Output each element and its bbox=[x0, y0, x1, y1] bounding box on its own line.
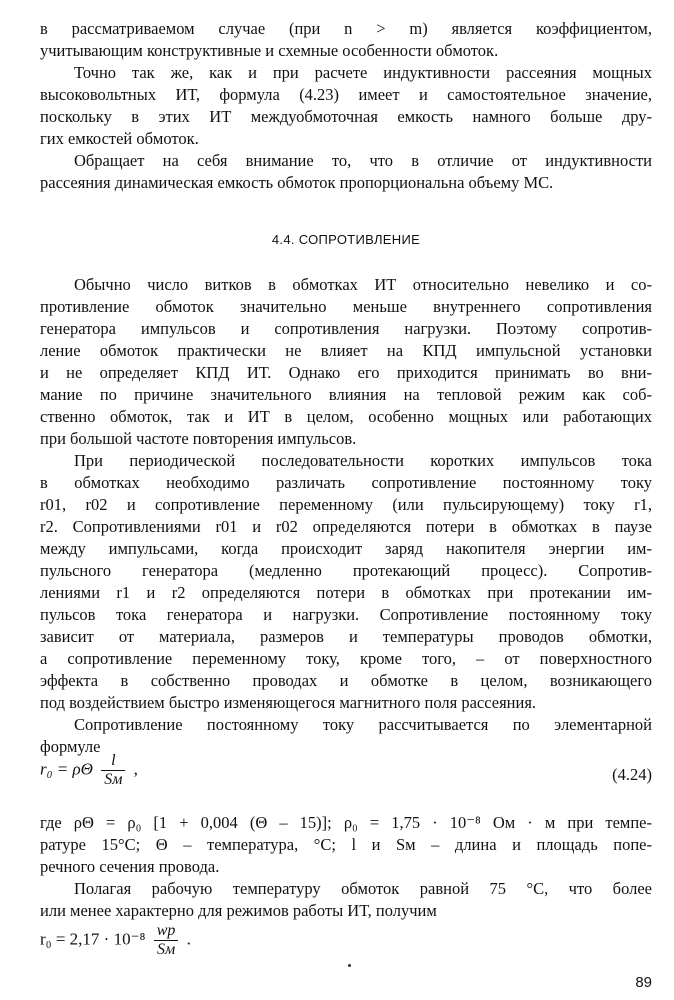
text-line: ление обмоток практически не влияет на КПД импульсной установки bbox=[40, 341, 652, 360]
text-line: генератора импульсов и сопротивления нагрузки. Поэтому сопротив- bbox=[40, 319, 652, 338]
text-line: лениями r1 и r2 определяются потери в обмотках при протекании им- bbox=[40, 583, 652, 602]
text-line: мание по причине значительного влияния на тепловой режим как соб- bbox=[40, 385, 652, 404]
formula-tail: . bbox=[186, 929, 191, 949]
text-line: r01, r02 и сопротивление переменному (или пульсирующему) току r1, bbox=[40, 495, 652, 514]
text-line: речного сечения провода. bbox=[40, 857, 220, 876]
text-line: поскольку в этих ИТ междуобмоточная емкость намного больше дру- bbox=[40, 107, 652, 126]
text-line: высоковольтных ИТ, формула (4.23) имеет и самостоятельное значение, bbox=[40, 85, 652, 104]
text-line: При периодической последовательности коротких импульсов тока bbox=[74, 451, 652, 470]
text-line: Обычно число витков в обмотках ИТ относительно невелико и со- bbox=[74, 275, 652, 294]
text-line: где ρΘ = ρ₀ [1 + 0,004 (Θ – 15)]; ρ₀ = 1,75 · 10⁻⁸ Ом · м при темпе- bbox=[40, 813, 652, 832]
formula-numerator: wp bbox=[156, 922, 176, 939]
formula-r0-value bbox=[40, 922, 191, 959]
text-line: ственно обмоток, так и ИТ в целом, особенно мощных или работающих bbox=[40, 407, 652, 426]
text-line: в рассматриваемом случае (при n > m) является коэффициентом, bbox=[40, 19, 652, 38]
text-line: Сопротивление постоянному току рассчитывается по элементарной bbox=[74, 715, 652, 734]
equation-number: (4.24) bbox=[612, 765, 652, 784]
text-line: и не определяет КПД ИТ. Однако его приходится принимать во вни- bbox=[40, 363, 652, 382]
text-line: гих емкостей обмоток. bbox=[40, 129, 199, 148]
text-line: Точно так же, как и при расчете индуктивности рассеяния мощных bbox=[74, 63, 652, 82]
text-line: а сопротивление переменному току, кроме того, – от поверхностного bbox=[40, 649, 652, 668]
text-line: при большой частоте повторения импульсов. bbox=[40, 429, 357, 448]
print-speck bbox=[348, 964, 351, 967]
section-heading: 4.4. СОПРОТИВЛЕНИЕ bbox=[271, 232, 421, 247]
formula-tail: , bbox=[133, 759, 138, 779]
text-line: или менее характерно для режимов работы ИТ, получим bbox=[40, 901, 437, 920]
formula-lhs: r₀ = 2,17 · 10⁻⁸ bbox=[40, 929, 146, 949]
formula-lhs: r₀ = ρΘ bbox=[40, 759, 93, 779]
formula-4-24 bbox=[40, 752, 138, 789]
formula-numerator: l bbox=[111, 752, 116, 769]
text-line: в обмотках необходимо различать сопротивление постоянному току bbox=[40, 473, 652, 492]
formula-denominator: Sм bbox=[154, 940, 179, 959]
text-line: r2. Сопротивлениями r01 и r02 определяются потери в обмотках в паузе bbox=[40, 517, 652, 536]
text-line: пульсного генератора (медленно протекающий процесс). Сопротив- bbox=[40, 561, 652, 580]
text-line: формуле bbox=[40, 737, 101, 756]
text-line: противление обмоток значительно меньше внутреннего сопротивления bbox=[40, 297, 652, 316]
formula-fraction bbox=[101, 752, 125, 789]
text-line: учитывающим конструктивные и схемные особенности обмоток. bbox=[40, 41, 499, 60]
text-line: Полагая рабочую температуру обмоток равной 75 °С, что более bbox=[74, 879, 652, 898]
text-line: между импульсами, когда происходит заряд накопителя энергии им- bbox=[40, 539, 652, 558]
text-line: рассеяния динамическая емкость обмоток пропорциональна объему МС. bbox=[40, 173, 554, 192]
formula-denominator: Sм bbox=[101, 770, 125, 789]
formula-fraction bbox=[154, 922, 179, 959]
text-line: зависит от материала, размеров и температуры проводов обмотки, bbox=[40, 627, 652, 646]
page-number: 89 bbox=[635, 974, 652, 991]
text-line: пульсов тока генератора и нагрузки. Сопротивление постоянному току bbox=[40, 605, 652, 624]
text-line: под воздействием быстро изменяющегося магнитного поля рассеяния. bbox=[40, 693, 537, 712]
text-line: ратуре 15°С; Θ – температура, °С; l и Sм – длина и площадь попе- bbox=[40, 835, 652, 854]
text-line: Обращает на себя внимание то, что в отличие от индуктивности bbox=[74, 151, 652, 170]
text-line: эффекта в собственно проводах и обмотке в целом, возникающего bbox=[40, 671, 652, 690]
